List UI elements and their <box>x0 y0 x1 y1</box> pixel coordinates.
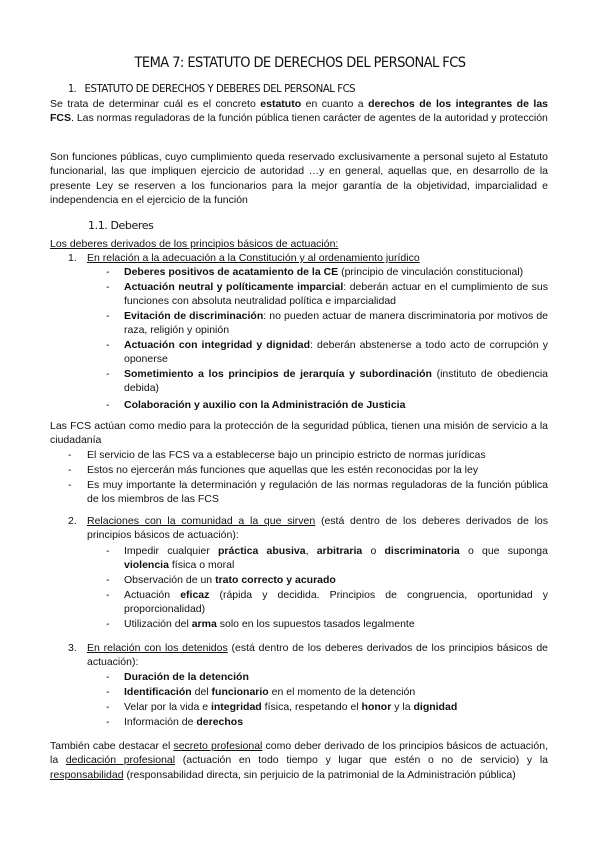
underlined-run: Los deberes derivados de los principios básicos de actuación: <box>50 238 339 250</box>
bold-run: violencia <box>124 559 169 572</box>
list-item <box>124 670 548 684</box>
list-item <box>124 617 548 631</box>
bold-run: arma <box>191 618 217 630</box>
text-run: en cuanto a <box>301 98 369 110</box>
text-run: solo en los supuestos tasados legalmente <box>216 618 415 630</box>
text-run: (está dentro de los deberes derivados de los principios básicos de actuación): <box>87 515 548 542</box>
bold-run: Identificación <box>124 686 192 698</box>
bold-run: arbitraria <box>316 545 363 557</box>
text-run: (rápida y decidida. Principios de congruencia, oportunidad y proporcionalidad) <box>124 589 549 616</box>
dash-bullet: - <box>106 716 110 728</box>
text-run: : no pueden actuar de manera discriminatoria por motivos de raza, religión y opinión <box>124 310 548 337</box>
item-3-heading <box>87 641 548 670</box>
bold-run: Actuación neutral y políticamente imparcial <box>124 281 344 293</box>
dash-bullet: - <box>106 310 110 322</box>
text-run: Impedir cualquier <box>124 545 219 557</box>
dash-bullet: - <box>106 701 110 713</box>
dash-bullet: - <box>106 618 110 630</box>
list-item <box>124 588 548 617</box>
list-item: Estos no ejercerán más funciones que aquellas que les estén reconocidas por la ley <box>87 464 479 476</box>
dash-bullet: - <box>106 589 110 601</box>
text-run: Actuación <box>124 589 181 601</box>
list-item <box>124 338 548 367</box>
text-run: física o moral <box>168 559 235 572</box>
list-item <box>124 573 548 587</box>
underlined-run: dedicación profesional <box>65 754 176 767</box>
text-run: (responsabilidad directa, sin perjuicio de la patrimonial de la Administración pública) <box>123 768 516 781</box>
bold-run: honor <box>361 701 392 713</box>
list-item <box>124 367 548 396</box>
dash-bullet: - <box>106 399 110 411</box>
bold-run: funcionario <box>211 686 269 698</box>
bold-run: derechos de los integrantes de las FCS <box>50 98 548 125</box>
bold-run: discriminatoria <box>384 545 460 557</box>
bold-run: Actuación con integridad y dignidad <box>124 339 311 351</box>
list-item: Es muy importante la determinación y regulación de las normas reguladoras de la función pública de los miembros de las FCS <box>87 479 548 506</box>
list-number: 1. <box>68 252 77 264</box>
list-item: El servicio de las FCS va a establecerse bajo un principio estricto de normas jurídicas <box>87 449 486 461</box>
underlined-run: En relación con los detenidos <box>87 642 228 654</box>
dash-bullet: - <box>106 545 110 557</box>
text-run: o <box>362 545 385 557</box>
text-run: (actuación en todo tiempo y lugar que estén o no de servicio) y la <box>175 754 548 767</box>
bold-run: eficaz <box>180 589 210 601</box>
intro-paragraph-1 <box>50 97 548 126</box>
text-run: Velar por la vida e <box>124 701 211 713</box>
section-heading <box>68 82 355 95</box>
underlined-run: secreto profesional <box>173 740 263 752</box>
text-run: o que suponga <box>459 545 548 557</box>
bold-run: estatuto <box>260 98 302 110</box>
text-run: (principio de vinculación constitucional) <box>338 266 524 278</box>
document-title: TEMA 7: ESTATUTO DE DERECHOS DEL PERSONAL FCS <box>134 55 466 71</box>
text-run: (está dentro de los deberes derivados de los principios básicos de actuación): <box>87 642 549 669</box>
text-run: del <box>191 686 212 698</box>
text-run: en el momento de la detención <box>268 686 416 698</box>
text-run: como deber derivado de los principios básicos de actuación, la <box>50 740 548 767</box>
list-number: 2. <box>68 515 77 527</box>
bold-run: trato correcto y acurado <box>215 574 336 586</box>
text-run: Observación de un <box>124 574 216 586</box>
bold-run: Deberes positivos de acatamiento de la CE <box>124 266 339 278</box>
list-number: 3. <box>68 642 77 654</box>
list-item <box>124 544 548 573</box>
list-item <box>124 398 548 412</box>
dash-bullet: - <box>106 266 110 278</box>
item-2-heading <box>87 514 548 543</box>
dash-bullet: - <box>106 671 110 683</box>
text-run: Utilización del <box>124 618 192 630</box>
list-item <box>124 265 548 279</box>
dash-bullet: - <box>106 339 110 351</box>
text-run: Se trata de determinar cuál es el concreto <box>50 98 261 110</box>
list-item <box>124 700 548 714</box>
text-run: . Las normas reguladoras de la función pública tienen carácter de agentes de la autoridad y protección <box>71 112 548 125</box>
bold-run: derechos <box>196 716 244 728</box>
bold-run: dignidad <box>413 701 458 713</box>
text-run: física, respetando el <box>261 701 362 713</box>
dash-bullet: - <box>68 464 72 476</box>
text-run: y la <box>391 701 414 713</box>
bold-run: integridad <box>210 701 262 713</box>
mision-paragraph: Las FCS actúan como medio para la protección de la seguridad pública, tienen una misión de servicio a la ciudadanía <box>50 420 548 447</box>
intro-paragraph-2: Son funciones públicas, cuyo cumplimiento queda reservado exclusivamente a personal sujeto al Estatuto funcionarial, las que impliquen ejercicio de autoridad …y en general, aquellas que, en desarrollo de la presente Ley se reserven a los funcionarios para la mejor garantía de la objetividad, imparcialidad e independencia en el ejercicio de la función <box>50 151 548 206</box>
dash-bullet: - <box>68 449 72 461</box>
dash-bullet: - <box>106 281 110 293</box>
dash-bullet: - <box>106 574 110 586</box>
text-run: : deberán abstenerse a todo acto de corrupción y oponerse <box>124 339 548 366</box>
section-heading-text: ESTATUTO DE DERECHOS Y DEBERES DEL PERSONAL FCS <box>84 82 356 95</box>
bold-run: Duración de la detención <box>124 671 249 683</box>
text-run: Información de <box>124 716 197 728</box>
bold-run: Sometimiento a los principios de jerarquía y subordinación <box>124 368 432 380</box>
list-item <box>124 715 548 729</box>
item-1-heading <box>87 251 420 265</box>
closing-paragraph <box>50 739 548 782</box>
bold-run: práctica abusiva <box>218 545 306 557</box>
list-item <box>124 685 548 699</box>
list-item <box>124 309 548 338</box>
dash-bullet: - <box>106 686 110 698</box>
underlined-run: En relación a la adecuación a la Constitución y al ordenamiento jurídico <box>87 252 420 264</box>
bold-run: Evitación de discriminación <box>124 310 264 322</box>
dash-bullet: - <box>68 479 72 491</box>
bold-run: Colaboración y auxilio con la Administración de Justicia <box>124 399 406 411</box>
text-run: (instituto de obediencia debida) <box>124 368 549 395</box>
underlined-run: responsabilidad <box>50 768 124 781</box>
deberes-intro <box>50 237 338 251</box>
text-run: También cabe destacar el <box>50 740 174 752</box>
section-number: 1. <box>68 83 77 95</box>
list-item <box>124 280 548 309</box>
underlined-run: Relaciones con la comunidad a la que sirven <box>87 515 316 527</box>
text-run: : deberán actuar en el cumplimiento de sus funciones con absoluta neutralidad política e imparcialidad <box>124 281 548 308</box>
text-run: , <box>305 545 317 557</box>
subsection-heading: 1.1. Deberes <box>88 219 154 232</box>
dash-bullet: - <box>106 368 110 380</box>
